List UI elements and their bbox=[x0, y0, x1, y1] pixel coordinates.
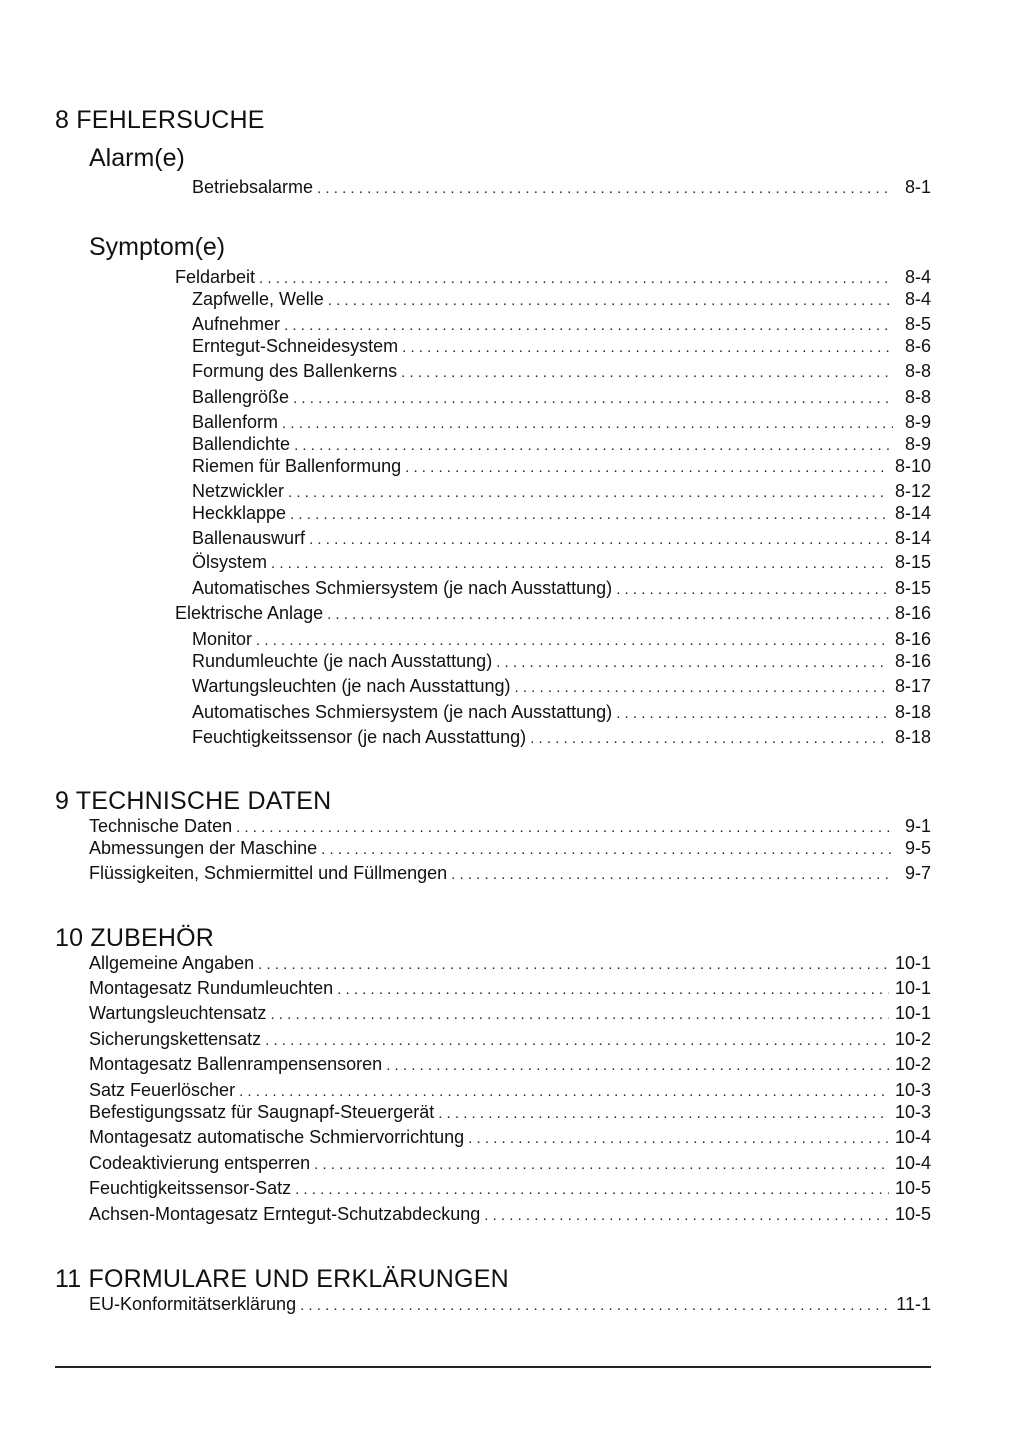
page-number: 10-5 bbox=[894, 1178, 931, 1198]
toc-entry-label: Technische Daten bbox=[89, 816, 233, 836]
toc-entry-label: Montagesatz Rundumleuchten bbox=[89, 978, 334, 998]
toc-entry-label: Ballengröße bbox=[192, 387, 290, 407]
page-number: 8-1 bbox=[904, 177, 931, 197]
dot-leader bbox=[328, 290, 893, 312]
toc-entry-label: Wartungsleuchten (je nach Ausstattung) bbox=[192, 676, 511, 696]
toc-entry-label: Achsen-Montagesatz Erntegut-Schutzabdeckung bbox=[89, 1204, 481, 1224]
toc-entry[interactable] bbox=[89, 1203, 931, 1227]
page-number: 10-5 bbox=[894, 1204, 931, 1224]
toc-entry-label: Satz Feuerlöscher bbox=[89, 1080, 236, 1100]
toc-entry[interactable] bbox=[89, 862, 931, 886]
page-number: 10-1 bbox=[894, 978, 931, 998]
page-number: 10-1 bbox=[894, 1003, 931, 1023]
toc-entry[interactable] bbox=[89, 837, 931, 861]
toc-entry-label: Abmessungen der Maschine bbox=[89, 838, 318, 858]
page-number: 10-3 bbox=[894, 1102, 931, 1122]
toc-entry-label: Ballenform bbox=[192, 412, 279, 432]
dot-leader bbox=[401, 362, 893, 384]
dot-leader bbox=[616, 579, 889, 601]
toc-entry-label: Feldarbeit bbox=[175, 267, 256, 287]
toc-entry-label: Netzwickler bbox=[192, 481, 285, 501]
dot-leader bbox=[284, 315, 893, 337]
page-number: 9-5 bbox=[904, 838, 931, 858]
dot-leader bbox=[515, 677, 889, 699]
dot-leader bbox=[282, 413, 893, 435]
page-number: 8-14 bbox=[894, 528, 931, 548]
dot-leader bbox=[271, 553, 889, 575]
dot-leader bbox=[259, 268, 893, 290]
dot-leader bbox=[405, 457, 889, 479]
toc-entry[interactable] bbox=[175, 602, 931, 626]
toc-entry-label: Automatisches Schmiersystem (je nach Ausstattung) bbox=[192, 702, 613, 722]
toc-entry[interactable] bbox=[89, 1126, 931, 1150]
chapter-heading: 10 ZUBEHÖR bbox=[55, 924, 214, 952]
page-number: 8-18 bbox=[894, 702, 931, 722]
toc-entry-label: Betriebsalarme bbox=[192, 177, 314, 197]
toc-entry[interactable] bbox=[89, 977, 931, 1001]
page-number: 8-4 bbox=[904, 289, 931, 309]
page-number: 9-1 bbox=[904, 816, 931, 836]
toc-entry-label: Ballenauswurf bbox=[192, 528, 306, 548]
page-number: 10-3 bbox=[894, 1080, 931, 1100]
toc-entry-label: Ölsystem bbox=[192, 552, 268, 572]
dot-leader bbox=[314, 1154, 889, 1176]
section-heading: Alarm(e) bbox=[89, 144, 185, 172]
toc-entry-label: Wartungsleuchtensatz bbox=[89, 1003, 267, 1023]
toc-entry-label: Formung des Ballenkerns bbox=[192, 361, 398, 381]
chapter-heading: 9 TECHNISCHE DATEN bbox=[55, 787, 332, 815]
dot-leader bbox=[236, 817, 893, 839]
toc-entry-label: Sicherungskettensatz bbox=[89, 1029, 262, 1049]
toc-entry-label: Codeaktivierung entsperren bbox=[89, 1153, 311, 1173]
toc-entry[interactable] bbox=[89, 1293, 931, 1317]
toc-entry-label: Heckklappe bbox=[192, 503, 287, 523]
dot-leader bbox=[616, 703, 889, 725]
page-number: 8-4 bbox=[904, 267, 931, 287]
page-number: 8-15 bbox=[894, 578, 931, 598]
dot-leader bbox=[256, 630, 889, 652]
footer-divider bbox=[55, 1366, 931, 1368]
dot-leader bbox=[386, 1055, 889, 1077]
dot-leader bbox=[317, 178, 893, 200]
dot-leader bbox=[438, 1103, 889, 1125]
chapter-heading: 11 FORMULARE UND ERKLÄRUNGEN bbox=[55, 1265, 509, 1293]
dot-leader bbox=[484, 1205, 889, 1227]
toc-entry-label: Riemen für Ballenformung bbox=[192, 456, 402, 476]
toc-entry[interactable] bbox=[89, 815, 931, 839]
toc-entry[interactable] bbox=[89, 1002, 931, 1026]
toc-entry[interactable] bbox=[192, 313, 931, 337]
dot-leader bbox=[530, 728, 889, 750]
page-number: 8-16 bbox=[894, 651, 931, 671]
toc-entry[interactable] bbox=[192, 335, 931, 359]
dot-leader bbox=[451, 864, 893, 886]
toc-entry-label: Erntegut-Schneidesystem bbox=[192, 336, 399, 356]
toc-entry[interactable] bbox=[175, 266, 931, 290]
dot-leader bbox=[258, 954, 889, 976]
toc-entry-label: Ballendichte bbox=[192, 434, 291, 454]
toc-entry[interactable] bbox=[89, 1053, 931, 1077]
toc-entry[interactable] bbox=[192, 502, 931, 526]
page-number: 8-17 bbox=[894, 676, 931, 696]
toc-entry[interactable] bbox=[192, 675, 931, 699]
toc-entry[interactable] bbox=[192, 628, 931, 652]
dot-leader bbox=[295, 1179, 889, 1201]
dot-leader bbox=[337, 979, 889, 1001]
toc-entry[interactable] bbox=[192, 455, 931, 479]
toc-entry[interactable] bbox=[192, 288, 931, 312]
toc-entry[interactable] bbox=[192, 650, 931, 674]
toc-entry-label: Flüssigkeiten, Schmiermittel und Füllmengen bbox=[89, 863, 448, 883]
page-number: 8-8 bbox=[904, 387, 931, 407]
toc-entry[interactable] bbox=[89, 1101, 931, 1125]
toc-entry[interactable] bbox=[89, 1079, 931, 1103]
page-number: 8-15 bbox=[894, 552, 931, 572]
toc-entry[interactable] bbox=[192, 360, 931, 384]
toc-entry-label: Zapfwelle, Welle bbox=[192, 289, 324, 309]
dot-leader bbox=[293, 388, 893, 410]
toc-entry[interactable] bbox=[89, 1177, 931, 1201]
toc-entry[interactable] bbox=[192, 433, 931, 457]
page-number: 8-8 bbox=[904, 361, 931, 381]
toc-entry-label: Automatisches Schmiersystem (je nach Ausstattung) bbox=[192, 578, 613, 598]
dot-leader bbox=[402, 337, 893, 359]
toc-entry-label: Monitor bbox=[192, 629, 253, 649]
page-number: 8-12 bbox=[894, 481, 931, 501]
page-number: 8-16 bbox=[894, 629, 931, 649]
toc-entry[interactable] bbox=[192, 176, 931, 200]
toc-entry-label: Feuchtigkeitssensor (je nach Ausstattung) bbox=[192, 727, 527, 747]
page-number: 8-10 bbox=[894, 456, 931, 476]
dot-leader bbox=[309, 529, 889, 551]
toc-entry-label: Aufnehmer bbox=[192, 314, 281, 334]
dot-leader bbox=[288, 482, 889, 504]
dot-leader bbox=[327, 604, 889, 626]
toc-entry-label: Feuchtigkeitssensor-Satz bbox=[89, 1178, 292, 1198]
page-number: 11-1 bbox=[896, 1294, 931, 1314]
page-number: 8-5 bbox=[904, 314, 931, 334]
section-heading: Symptom(e) bbox=[89, 233, 226, 261]
page-number: 8-6 bbox=[904, 336, 931, 356]
page-number: 8-9 bbox=[904, 434, 931, 454]
dot-leader bbox=[265, 1030, 889, 1052]
dot-leader bbox=[468, 1128, 889, 1150]
page-number: 10-2 bbox=[894, 1029, 931, 1049]
toc-entry[interactable] bbox=[89, 952, 931, 976]
dot-leader bbox=[239, 1081, 889, 1103]
toc-entry[interactable] bbox=[192, 726, 931, 750]
toc-entry[interactable] bbox=[192, 386, 931, 410]
dot-leader bbox=[496, 652, 889, 674]
page-number: 8-14 bbox=[894, 503, 931, 523]
toc-entry[interactable] bbox=[89, 1152, 931, 1176]
page-number: 10-4 bbox=[894, 1153, 931, 1173]
toc-entry[interactable] bbox=[192, 411, 931, 435]
dot-leader bbox=[290, 504, 889, 526]
toc-entry-label: Rundumleuchte (je nach Ausstattung) bbox=[192, 651, 493, 671]
page-number: 9-7 bbox=[904, 863, 931, 883]
toc-entry-label: EU-Konformitätserklärung bbox=[89, 1294, 297, 1314]
page-number: 10-2 bbox=[894, 1054, 931, 1074]
chapter-heading: 8 FEHLERSUCHE bbox=[55, 106, 265, 134]
page-number: 10-1 bbox=[894, 953, 931, 973]
toc-entry-label: Befestigungssatz für Saugnapf-Steuergerät bbox=[89, 1102, 435, 1122]
dot-leader bbox=[270, 1004, 889, 1026]
page-number: 8-9 bbox=[904, 412, 931, 432]
toc-entry[interactable] bbox=[192, 551, 931, 575]
toc-entry-label: Montagesatz automatische Schmiervorrichtung bbox=[89, 1127, 465, 1147]
toc-entry[interactable] bbox=[192, 527, 931, 551]
toc-entry[interactable] bbox=[192, 577, 931, 601]
toc-entry[interactable] bbox=[192, 701, 931, 725]
toc-entry-label: Allgemeine Angaben bbox=[89, 953, 255, 973]
toc-entry[interactable] bbox=[89, 1028, 931, 1052]
page-number: 8-18 bbox=[894, 727, 931, 747]
dot-leader bbox=[294, 435, 893, 457]
toc-entry[interactable] bbox=[192, 480, 931, 504]
page-number: 8-16 bbox=[894, 603, 931, 623]
toc-entry-label: Elektrische Anlage bbox=[175, 603, 324, 623]
toc-entry-label: Montagesatz Ballenrampensensoren bbox=[89, 1054, 383, 1074]
dot-leader bbox=[321, 839, 893, 861]
page-number: 10-4 bbox=[894, 1127, 931, 1147]
dot-leader bbox=[300, 1295, 890, 1317]
